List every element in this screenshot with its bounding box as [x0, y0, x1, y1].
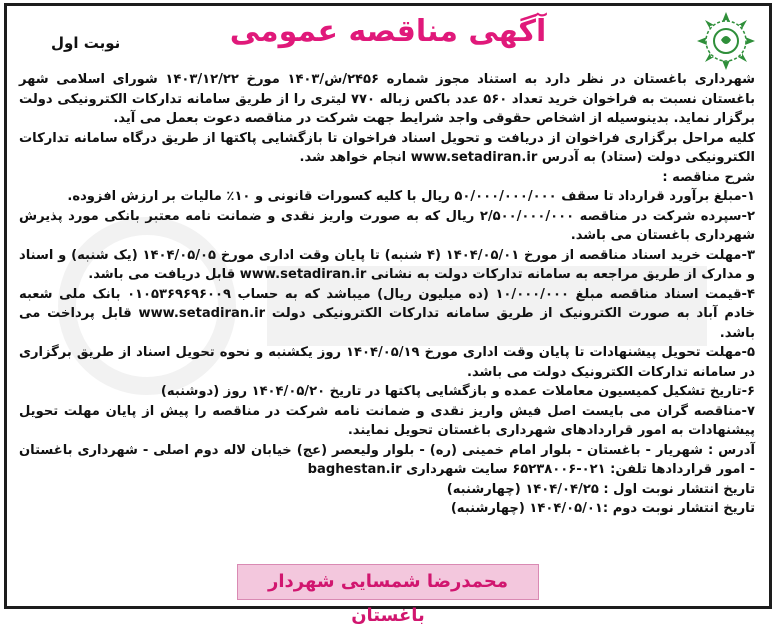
item-3 — [19, 246, 755, 285]
item-4 — [19, 285, 755, 344]
notice-body — [19, 70, 755, 519]
publish-date-first: تاریخ انتشار نوبت اول : ۱۴۰۴/۰۴/۲۵ (چهارشنبه) — [446, 481, 755, 497]
item-1: ۱-مبلغ برآورد قرارداد تا سقف ۵۰/۰۰۰/۰۰۰/۰۰۰ ریال با کلیه کسورات قانونی و ۱۰٪ مالیات بر ارزش افزوده. — [67, 189, 755, 204]
item-6: ۶-تاریخ تشکیل کمیسیون معاملات عمده و بازگشایی پاکتها در تاریخ ۱۴۰۴/۰۵/۲۰ روز (دوشنبه) — [160, 384, 755, 399]
setad-text-end: انجام خواهد شد. — [299, 150, 407, 165]
website-link[interactable]: baghestan.ir — [307, 462, 402, 477]
notice-title: آگهی مناقصه عمومی — [229, 14, 547, 49]
setad-link[interactable]: www.setadiran.ir — [410, 150, 538, 165]
description-title: شرح مناقصه : — [662, 169, 755, 185]
address-text: آدرس : شهریار - باغستان - بلوار امام خمینی (ره) - بلوار ولیعصر (عج) خیابان لاله دوم اصلی - شهرداری باغستان - امور قراردادها تلفن: ۰۲۱-۶۵۲۳۸۰۰۶ سایت شهرداری — [19, 442, 755, 477]
publish-date-second: تاریخ انتشار نوبت دوم :۱۴۰۴/۰۵/۰۱ (چهارشنبه) — [450, 501, 755, 516]
signature-banner: محمدرضا شمسایی شهردار باغستان — [237, 564, 539, 600]
setad-paragraph — [19, 129, 755, 168]
setad-text: کلیه مراحل برگزاری فراخوان از دریافت و تحویل اسناد فراخوان تا بازگشایی پاکتها از طریق درگاه سامانه تدارکات الکترونیکی دولت (ستاد) به آدرس — [19, 130, 755, 165]
publication-turn: نوبت اول — [51, 34, 121, 52]
address — [19, 441, 755, 480]
item-3-end: قابل دریافت می باشد. — [88, 267, 236, 282]
notice-frame — [4, 3, 772, 626]
item-4-link[interactable]: www.setadiran.ir — [138, 306, 266, 321]
item-4-end: قابل پرداخت می باشد. — [19, 306, 755, 341]
item-4-text: ۴-قیمت اسناد مناقصه مبلغ ۱۰/۰۰۰/۰۰۰ (ده میلیون ریال) میباشد که به حساب ۰۱۰۵۳۶۹۶۹۶۰۰۹ بانک ملی شعبه خادم آباد به صورت الکترونیک از طریق سامانه تدارکات الکترونیکی دولت — [19, 286, 756, 321]
item-7: ۷-مناقصه گران می بایست اصل فیش واریز نقدی و ضمانت نامه شرکت در مناقصه را پیش از پایان مهلت تحویل پیشنهادات به امور قراردادهای شهرداری باغستان تحویل نمایند. — [19, 403, 755, 438]
item-3-link[interactable]: www.setadiran.ir — [239, 267, 367, 282]
intro-paragraph: شهرداری باغستان در نظر دارد به استناد مجوز شماره ۲۴۵۶/ش/۱۴۰۳ مورخ ۱۴۰۳/۱۲/۲۲ شورای اسلامی شهر باغستان نسبت به فراخوان خرید تعداد ۵۶۰ عدد باکس زباله ۷۷۰ لیتری را از طریق سامانه تدارکات الکترونیکی دولت برگزار نماید. بدینوسیله از اشخاص حقوقی واجد شرایط جهت شرکت در مناقصه دعوت بعمل می آید. — [19, 72, 755, 126]
item-5: ۵-مهلت تحویل پیشنهادات تا پایان وقت اداری مورخ ۱۴۰۴/۰۵/۱۹ روز یکشنبه و نحوه تحویل اسناد از طریق برگزاری در سامانه تدارکات الکترونیک دولت می باشد. — [19, 345, 755, 380]
item-2: ۲-سپرده شرکت در مناقصه ۲/۵۰۰/۰۰۰/۰۰۰ ریال که به صورت واریز نقدی و ضمانت نامه معتبر بانکی مورد پذیرش شهرداری باغستان می باشد. — [19, 208, 755, 243]
item-3-text: ۳-مهلت خرید اسناد مناقصه از مورخ ۱۴۰۴/۰۵/۰۱ (۴ شنبه) تا پایان وقت اداری مورخ ۱۴۰۴/۰۵/۰۵ (یک شنبه) و اسناد و مدارک از طریق مراجعه به سامانه تدارکات دولت به نشانی — [19, 247, 755, 282]
